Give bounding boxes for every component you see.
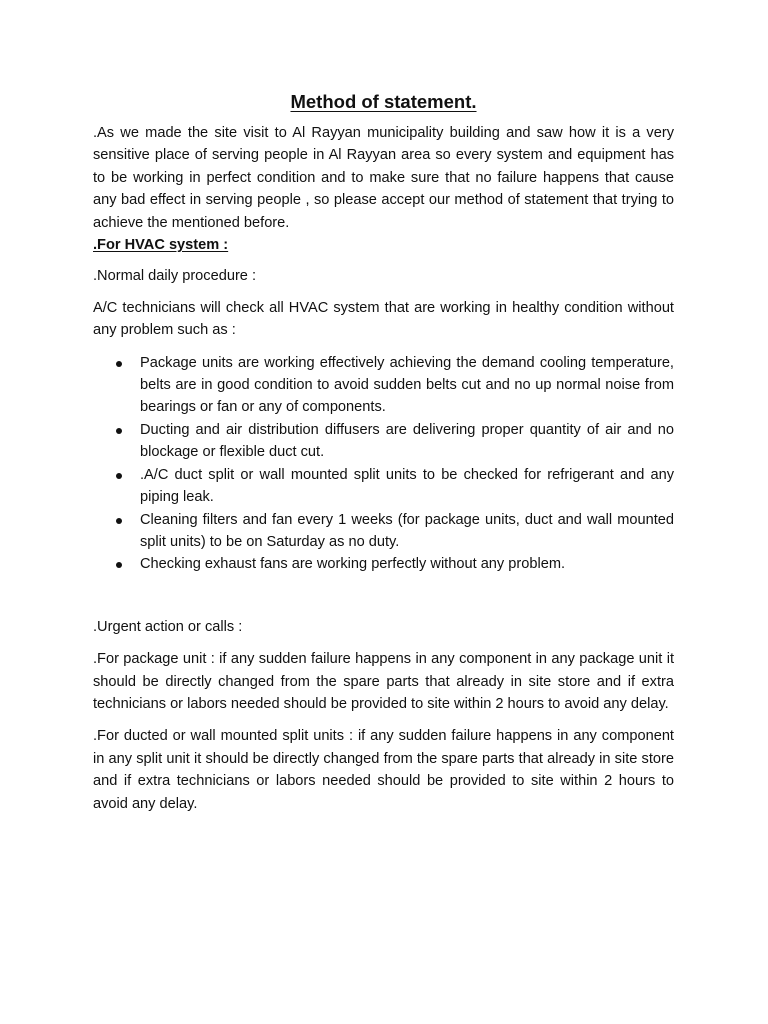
intro-paragraph: .As we made the site visit to Al Rayyan municipality building and saw how it is a very sensitive place of serving people in Al Rayyan area so every system and equipment has to be working in perfect condition and to make sure that no failure happens that cause any bad effect in serving people , so please accept our method of statement that trying to achieve the mentioned before. [93, 125, 674, 231]
urgent-action-heading: .Urgent action or calls : [93, 618, 243, 635]
list-item [140, 419, 674, 464]
list-item-text: .A/C duct split or wall mounted split units to be checked for refrigerant and any piping leak. [140, 466, 674, 506]
package-unit-paragraph: .For package unit : if any sudden failure happens in any component in any package unit it should be directly changed from the spare parts that already in site store and if extra technicians or labors needed should be provided to site within 2 hours to avoid any delay. [93, 651, 674, 712]
list-item-text: Cleaning filters and fan every 1 weeks (for package units, duct and wall mounted split units) to be on Saturday as no duty. [140, 511, 674, 550]
list-item [140, 464, 674, 509]
checklist [93, 352, 674, 576]
bullet-icon [116, 428, 122, 434]
list-item-text: Package units are working effectively achieving the demand cooling temperature, belts are in good condition to avoid sudden belts cut and no up normal noise from bearings or fan or any of components. [140, 354, 674, 416]
list-item [140, 352, 674, 419]
list-item-text: Checking exhaust fans are working perfectly without any problem. [140, 556, 566, 573]
section-spacer [93, 576, 674, 616]
list-item-text: Ducting and air distribution diffusers are delivering proper quantity of air and no blockage or flexible duct cut. [140, 421, 674, 461]
list-item [140, 553, 674, 575]
bullet-icon [116, 473, 122, 479]
list-item [140, 509, 674, 554]
ducted-units-paragraph: .For ducted or wall mounted split units : if any sudden failure happens in any component in any split unit it should be directly changed from the spare parts that already in site store and if extra technicians or labors needed should be provided to site within 2 hours to avoid any delay. [93, 728, 674, 812]
bullet-icon [116, 361, 122, 367]
bullet-icon [116, 518, 122, 524]
document-title: Method of statement. [290, 91, 477, 112]
document-page [93, 90, 674, 815]
normal-procedure-heading: .Normal daily procedure : [93, 268, 257, 285]
normal-procedure-text: A/C technicians will check all HVAC system that are working in healthy condition without any problem such as : [93, 299, 674, 339]
bullet-icon [116, 562, 122, 568]
hvac-section-heading: .For HVAC system : [93, 237, 229, 254]
